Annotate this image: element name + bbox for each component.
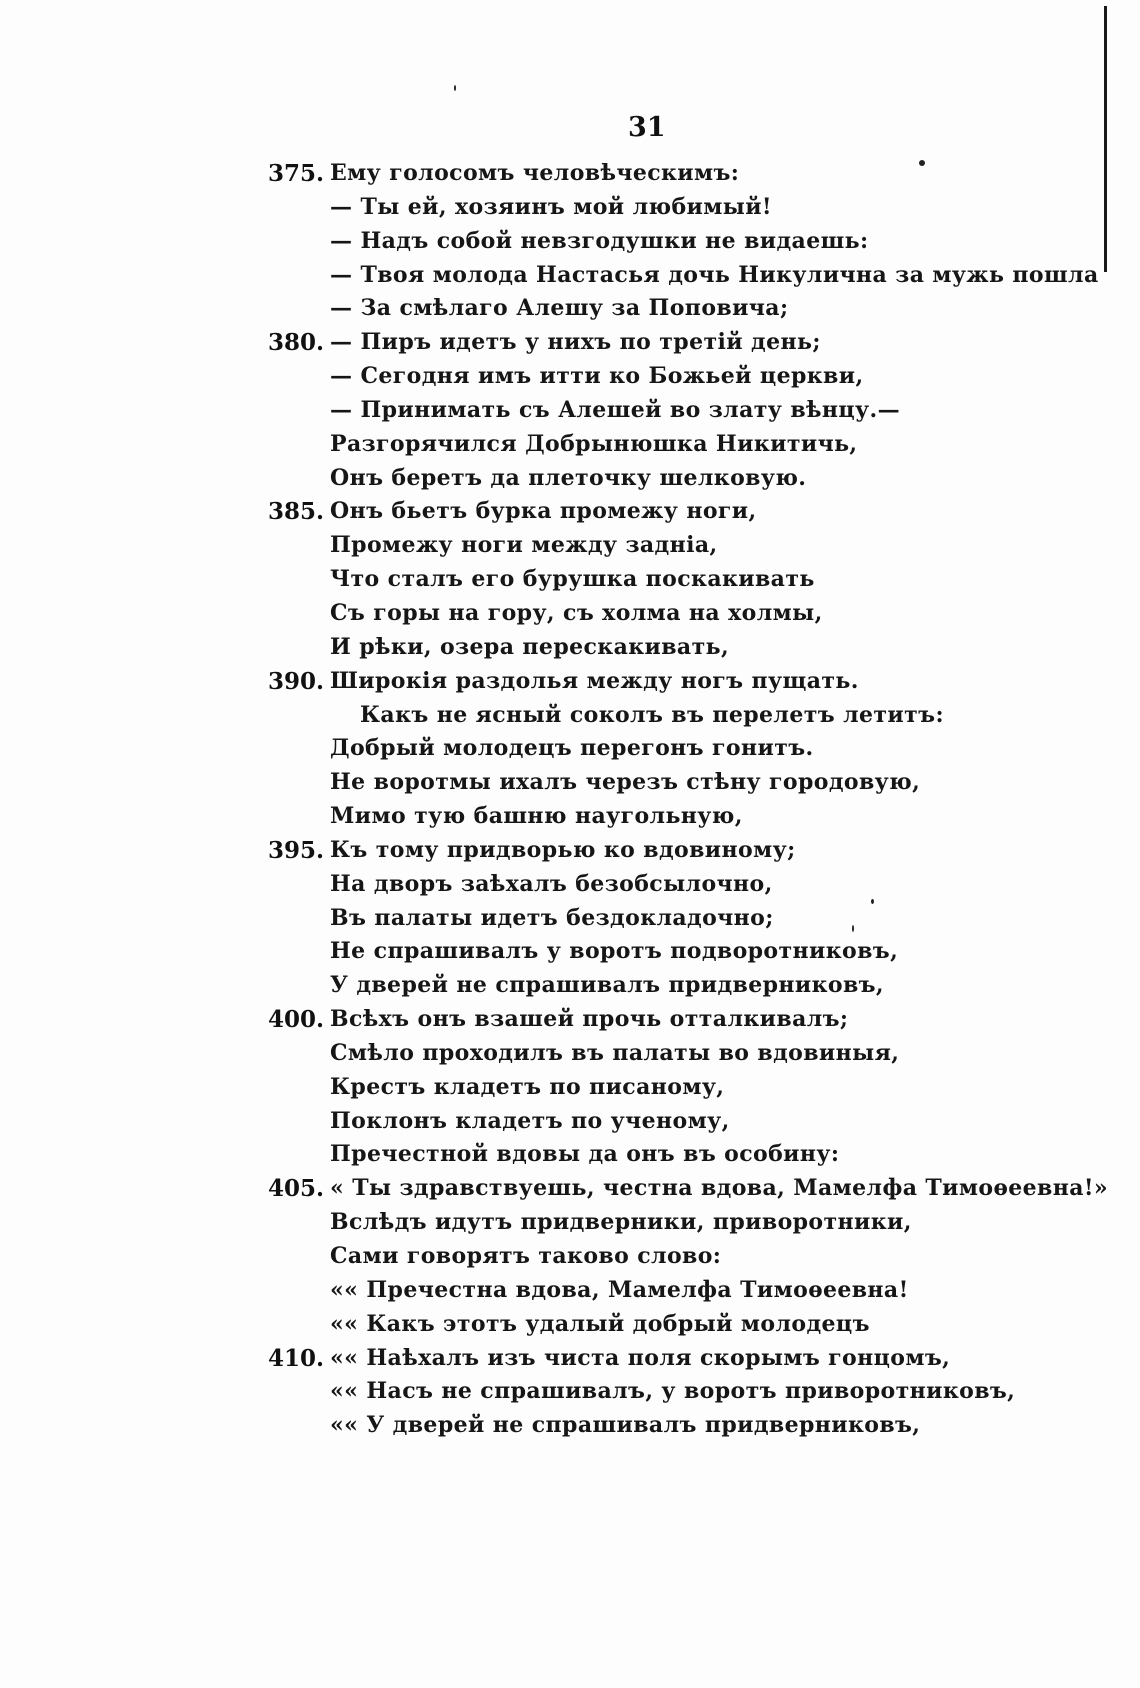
ink-speck: [871, 899, 874, 904]
line-number: 390.: [268, 667, 325, 695]
verse-text: — Твоя молода Настасья дочь Никулична за мужь пошла: [330, 261, 1099, 288]
verse-text: Разгорячился Добрынюшка Никитичь,: [330, 430, 858, 457]
verse-text: На дворъ заѣхалъ безобсылочно,: [330, 870, 773, 897]
verse-text: «« Какъ этотъ удалый добрый молодецъ: [330, 1310, 870, 1337]
verse-text: «« У дверей не спрашивалъ придверниковъ,: [330, 1412, 921, 1439]
verse-text: « Ты здравствуешь, честна вдова, Мамелфа Тимоѳеевна!»: [330, 1175, 1109, 1202]
verse-text: Что сталъ его бурушка поскакивать: [330, 566, 815, 593]
verse-text: — Надъ собой невзгодушки не видаешь:: [330, 227, 869, 254]
verse-text: — Принимать съ Алешей во злату вѣнцу.—: [330, 396, 900, 423]
verse-text: У дверей не спрашивалъ придверниковъ,: [330, 972, 884, 999]
verse-text: Широкія раздолья между ногъ пущать.: [330, 667, 859, 694]
line-number: 410.: [268, 1344, 325, 1372]
line-number: 385.: [268, 498, 325, 526]
verse-text: «« Пречестна вдова, Мамелфа Тимоѳеевна!: [330, 1276, 909, 1303]
verse-text: Въ палаты идетъ бездокладочно;: [330, 904, 774, 931]
verse-text: — Пиръ идетъ у нихъ по третій день;: [330, 329, 821, 356]
page-edge-line: [1104, 6, 1107, 272]
verse-text: — Сегодня имъ итти ко Божьей церкви,: [330, 363, 864, 390]
verse-text: «« Наѣхалъ изъ чиста поля скорымъ гонцомъ,: [330, 1344, 951, 1371]
verse-text: Мимо тую башню наугольную,: [330, 803, 743, 830]
verse-text: Не воротмы ихалъ черезъ стѣну городовую,: [330, 769, 921, 796]
verse-text: Съ горы на гору, съ холма на холмы,: [330, 599, 823, 626]
verse-text: Крестъ кладетъ по писаному,: [330, 1073, 725, 1100]
verse-text: Онъ бьетъ бурка промежу ноги,: [330, 498, 757, 525]
verse-text: «« Насъ не спрашивалъ, у воротъ приворотниковъ,: [330, 1378, 1016, 1405]
line-number: 375.: [268, 160, 325, 187]
verse-text: — Ты ей, хозяинъ мой любимый!: [330, 193, 772, 220]
line-number: 400.: [268, 1006, 325, 1034]
ink-speck: [454, 85, 456, 91]
verse-text: Какъ не ясный соколъ въ перелетъ летитъ:: [360, 701, 944, 728]
page-number: 31: [628, 112, 666, 143]
line-number: 380.: [268, 329, 325, 357]
verse-text: Добрый молодецъ перегонъ гонитъ.: [330, 735, 814, 762]
verse-text: И рѣки, озера перескакивать,: [330, 633, 730, 660]
verse-text: Всѣхъ онъ взашей прочь отталкивалъ;: [330, 1006, 849, 1033]
verse-text: Сами говорятъ таково слово:: [330, 1243, 722, 1269]
verse-text: Промежу ноги между задніа,: [330, 532, 718, 559]
verse-text: Онъ беретъ да плеточку шелковую.: [330, 464, 807, 491]
verse-text: Не спрашивалъ у воротъ подворотниковъ,: [330, 938, 899, 965]
line-number: 395.: [268, 836, 325, 864]
verse-text: Пречестной вдовы да онъ въ особину:: [330, 1141, 840, 1168]
verse-text: Смѣло проходилъ въ палаты во вдовиныя,: [330, 1039, 900, 1066]
verse-text: Ему голосомъ человѣческимъ:: [330, 160, 740, 186]
verse-text: Поклонъ кладетъ по ученому,: [330, 1107, 730, 1134]
line-number: 405.: [268, 1175, 325, 1203]
ink-speck: [852, 925, 854, 932]
verse-text: Вслѣдъ идутъ придверники, приворотники,: [330, 1209, 912, 1236]
ink-speck: [919, 160, 925, 166]
verse-text: — За смѣлаго Алешу за Поповича;: [330, 295, 789, 322]
verse-text: Къ тому придворью ко вдовиному;: [330, 836, 796, 863]
